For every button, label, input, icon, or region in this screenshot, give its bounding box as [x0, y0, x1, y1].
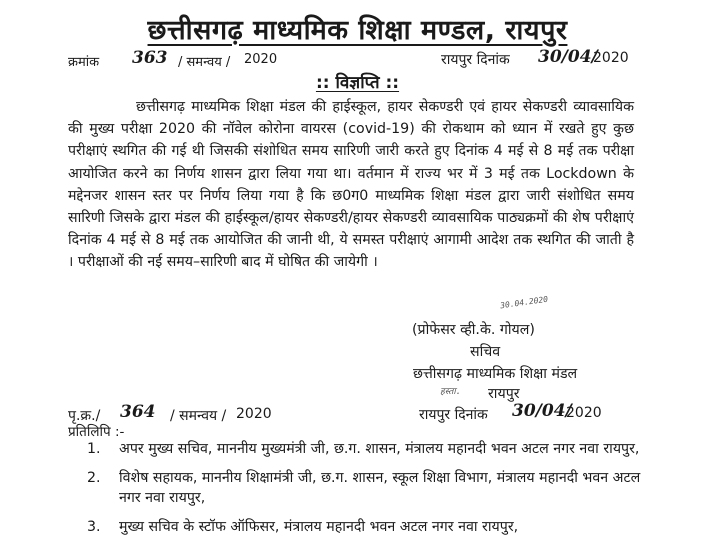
signatory-name: (प्रोफेसर व्ही.के. गोयल) — [412, 322, 535, 338]
list-item — [82, 517, 642, 537]
initial-scribble: हस्ता. — [440, 387, 462, 397]
copy-to-label: प्रतिलिपि :- — [68, 424, 125, 440]
signatory-city: रायपुर — [488, 386, 520, 402]
date-year-2: 2020 — [566, 405, 602, 421]
date-label: रायपुर दिनांक — [441, 52, 510, 68]
reference-year: 2020 — [244, 52, 278, 67]
samanvay-label: / समन्वय / — [178, 55, 231, 70]
signatory-designation: सचिव — [470, 344, 501, 360]
list-item-number: 1. — [87, 441, 101, 457]
kramank-label: क्रमांक — [68, 55, 100, 70]
reference-number-2: 364 — [120, 402, 156, 422]
signature-scribble: 30.04.2020 — [499, 294, 549, 311]
prishth-kramank-label: पृ.क्र./ — [68, 408, 101, 424]
signatory-organisation: छत्तीसगढ़ माध्यमिक शिक्षा मंडल — [413, 366, 578, 382]
reference-year-2: 2020 — [236, 406, 272, 422]
list-item-text: मुख्य सचिव के स्टॉफ ऑफिसर, मंत्रालय महानदी भवन अटल नगर नवा रायपुर, — [119, 519, 519, 535]
date-label-2: रायपुर दिनांक — [419, 407, 488, 423]
list-item-number: 3. — [87, 519, 101, 535]
notice-body: छत्तीसगढ़ माध्यमिक शिक्षा मंडल की हाईस्कूल, हायर सेकण्डरी एवं हायर सेकण्डरी व्यावसायिक की मुख्य परीक्षा 2020 की नॉवेल कोरोना वायरस (covid-19) की रोकथाम को ध्यान में रखते हुए कुछ परीक्षाएं स्थगित की गई थी जिसकी संशोधित समय सारिणी जारी करते हुए दिनांक 4 मई से 8 मई तक परीक्षा आयोजित करने का निर्णय शासन द्वारा लिया गया था। वर्तमान में राज्य भर में 3 मई तक Lockdown के मद्देनजर शासन स्तर पर निर्णय लिया गया है कि छ0ग0 माध्यमिक शिक्षा मंडल द्वारा जारी संशोधित समय सारिणी जिसके द्वारा मंडल की हाईस्कूल/हायर सेकण्डरी/हायर सेकण्डरी व्यावसायिक पाठ्यक्रमों की शेष परीक्षाएं दिनांक 4 मई से 8 मई तक आयोजित की जानी थी, ये समस्त परीक्षाएं आगामी आदेश तक स्थगित की जाती है । परीक्षाओं की नई समय–सारिणी बाद में घोषित की जायेगी । — [68, 99, 634, 271]
date-handwritten-2: 30/04/ — [512, 401, 572, 421]
copy-to-list — [82, 439, 642, 546]
notice-heading: :: विज्ञप्ति :: — [315, 73, 400, 93]
list-item-text: अपर मुख्य सचिव, माननीय मुख्यमंत्री जी, छ.ग. शासन, मंत्रालय महानदी भवन अटल नगर नवा रायपुर, — [119, 441, 640, 457]
list-item — [82, 439, 642, 459]
date-year: 2020 — [593, 50, 629, 66]
reference-number: 363 — [132, 48, 168, 68]
page-title: छत्तीसगढ़ माध्यमिक शिक्षा मण्डल, रायपुर — [147, 15, 568, 46]
list-item-number: 2. — [87, 470, 101, 486]
samanvay-label-2: / समन्वय / — [170, 408, 227, 424]
list-item — [82, 468, 642, 508]
list-item-text: विशेष सहायक, माननीय शिक्षामंत्री जी, छ.ग. शासन, स्कूल शिक्षा विभाग, मंत्रालय महानदी भवन अटल नगर नवा रायपुर, — [119, 470, 641, 506]
date-handwritten: 30/04/ — [538, 47, 598, 67]
